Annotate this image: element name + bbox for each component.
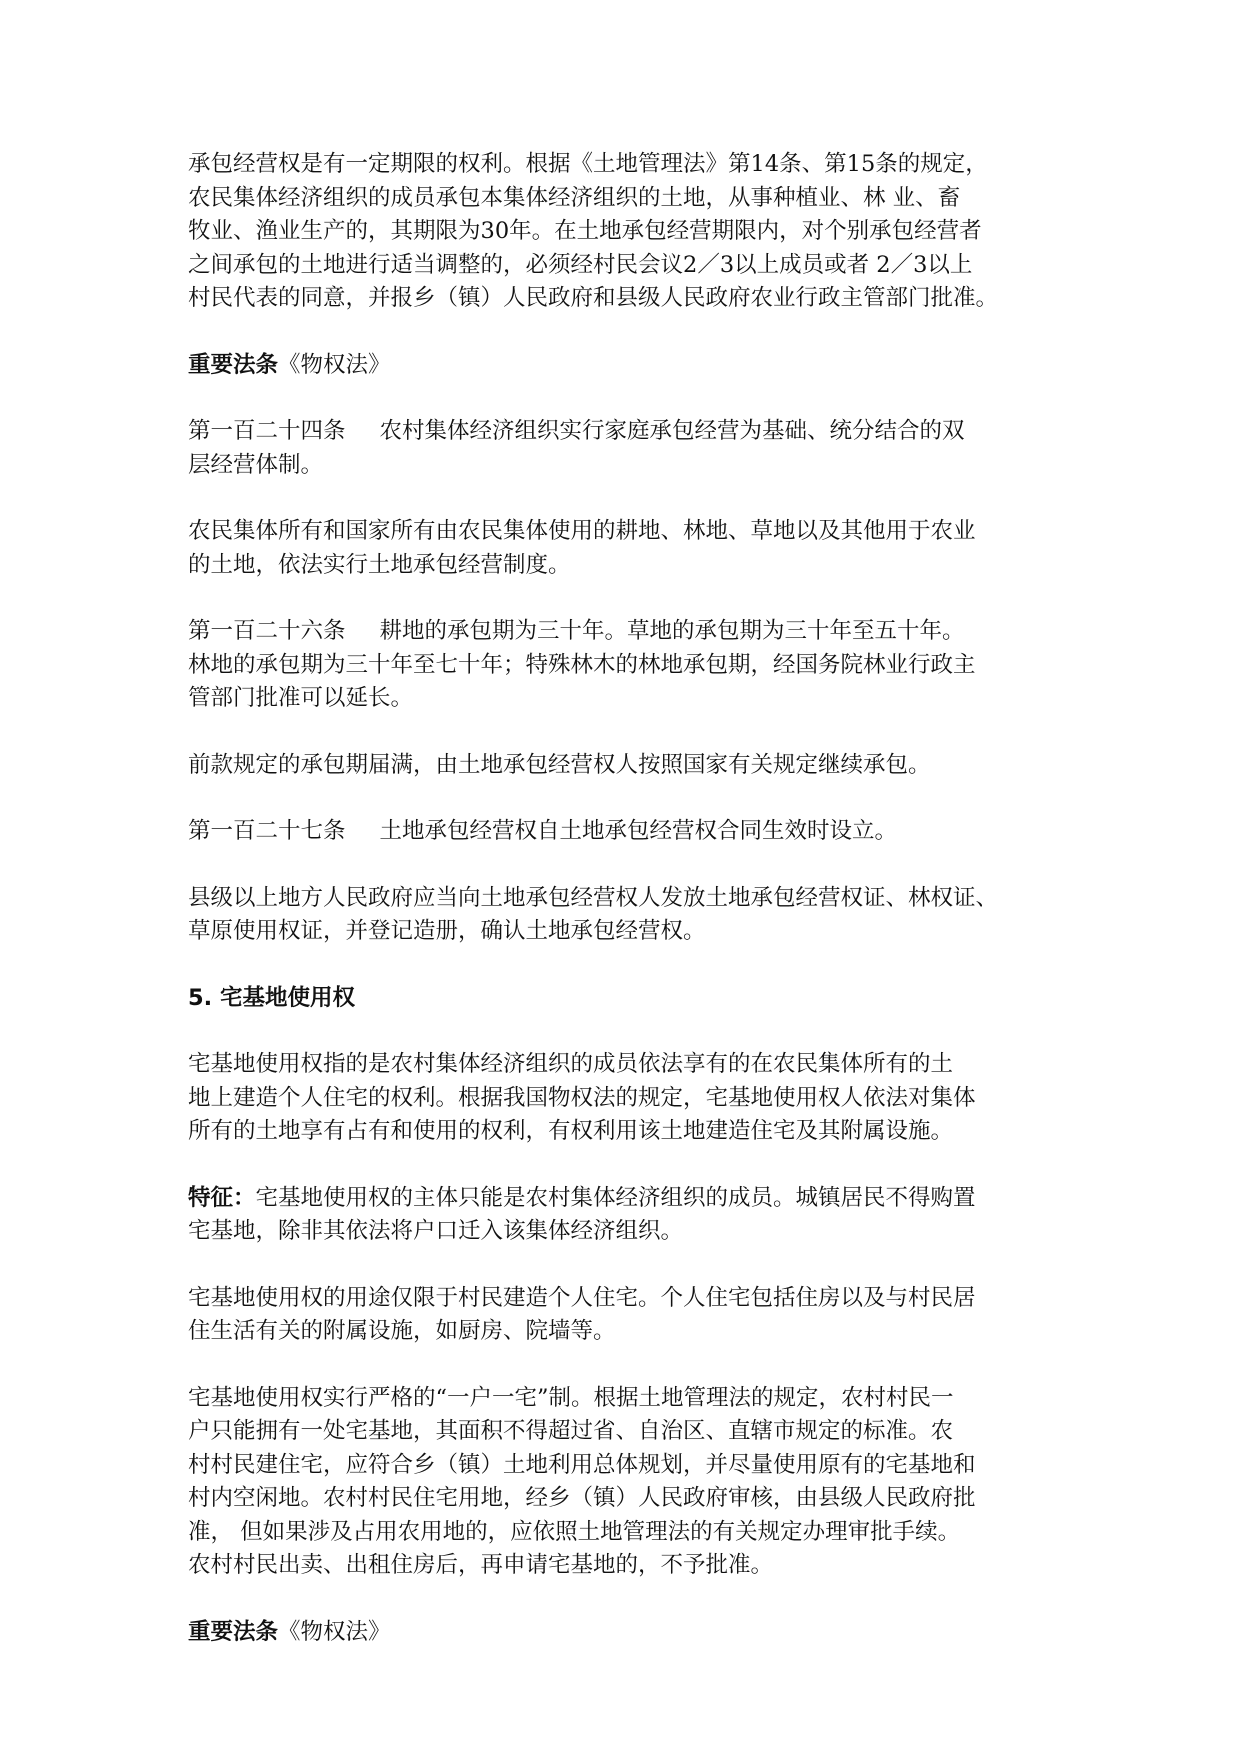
text-line: 前款规定的承包期届满，由土地承包经营权人按照国家有关规定继续承包。 bbox=[188, 751, 931, 778]
text-line: 村内空闲地。农村村民住宅用地，经乡（镇）人民政府审核，由县级人民政府批 bbox=[188, 1485, 976, 1511]
text-line: 村民代表的同意，并报乡（镇）人民政府和县级人民政府农业行政主管部门批准。 bbox=[188, 285, 999, 311]
article-number: 第一百二十七条 bbox=[188, 818, 346, 844]
paragraph-homestead-features bbox=[188, 1182, 1068, 1249]
text-line: 宅基地使用权指的是农村集体经济组织的成员依法享有的在农民集体所有的土 bbox=[188, 1051, 954, 1077]
text-line: 承包经营权是有一定期限的权利。根据《土地管理法》第14条、第15条的规定， bbox=[188, 151, 988, 177]
section-heading-homestead bbox=[188, 982, 1068, 1016]
text-line: 林地的承包期为三十年至七十年；特殊林木的林地承包期，经国务院林业行政主 bbox=[188, 651, 976, 678]
paragraph-article-127-clause-2 bbox=[188, 882, 1068, 949]
article-text: 农村集体经济组织实行家庭承包经营为基础、统分结合的双 bbox=[379, 418, 965, 444]
text-line: 村村民建住宅，应符合乡（镇）土地利用总体规划，并尽量使用原有的宅基地和 bbox=[188, 1451, 976, 1478]
article-number: 第一百二十四条 bbox=[188, 418, 346, 444]
article-124 bbox=[188, 415, 1068, 482]
section-heading-property-law bbox=[188, 349, 1068, 383]
text-line bbox=[188, 615, 1068, 649]
feature-label: 特征： bbox=[188, 1184, 256, 1211]
text-line: 宅基地使用权的用途仅限于村民建造个人住宅。个人住宅包括住房以及与村民居 bbox=[188, 1284, 976, 1311]
heading-law-name: 《物权法》 bbox=[278, 351, 391, 378]
text-line: 的土地，依法实行土地承包经营制度。 bbox=[188, 551, 571, 578]
article-text: 土地承包经营权自土地承包经营权合同生效时设立。 bbox=[379, 818, 898, 844]
paragraph-contract-term bbox=[188, 148, 1068, 316]
text-line: 地上建造个人住宅的权利。根据我国物权法的规定，宅基地使用权人依法对集体 bbox=[188, 1084, 976, 1111]
text-line bbox=[188, 1182, 1068, 1216]
section-title: 5. 宅基地使用权 bbox=[188, 984, 356, 1011]
text-line: 县级以上地方人民政府应当向土地承包经营权人发放土地承包经营权证、林权证、 bbox=[188, 884, 999, 911]
article-text: 耕地的承包期为三十年。草地的承包期为三十年至五十年。 bbox=[379, 618, 965, 644]
text-line bbox=[188, 815, 1068, 849]
text-line: 之间承包的土地进行适当调整的，必须经村民会议2／3以上成员或者 2／3以上 bbox=[188, 251, 973, 278]
paragraph-article-124-clause-2 bbox=[188, 515, 1068, 582]
document-page bbox=[188, 148, 1068, 1682]
paragraph-article-126-clause-2 bbox=[188, 749, 1068, 783]
heading-bold-label: 重要法条 bbox=[188, 351, 279, 378]
text-line: 农民集体经济组织的成员承包本集体经济组织的土地，从事种植业、林 业、畜 bbox=[188, 184, 961, 211]
article-126 bbox=[188, 615, 1068, 716]
text-line: 农村村民出卖、出租住房后，再申请宅基地的，不予批准。 bbox=[188, 1552, 774, 1578]
text-line: 层经营体制。 bbox=[188, 451, 324, 478]
heading-law-name: 《物权法》 bbox=[278, 1618, 391, 1645]
text-line: 宅基地使用权实行严格的“一户一宅”制。根据土地管理法的规定，农村村民一 bbox=[188, 1384, 954, 1411]
paragraph-one-household-one-plot bbox=[188, 1382, 1068, 1583]
text-line: 草原使用权证，并登记造册，确认土地承包经营权。 bbox=[188, 918, 706, 944]
feature-text: 宅基地使用权的主体只能是农村集体经济组织的成员。城镇居民不得购置 bbox=[255, 1184, 976, 1211]
text-line: 住生活有关的附属设施，如厨房、院墙等。 bbox=[188, 1318, 616, 1344]
text-line bbox=[188, 415, 1068, 449]
heading-bold-label: 重要法条 bbox=[188, 1618, 279, 1645]
paragraph-homestead-definition bbox=[188, 1048, 1068, 1149]
article-number: 第一百二十六条 bbox=[188, 618, 346, 644]
text-line: 农民集体所有和国家所有由农民集体使用的耕地、林地、草地以及其他用于农业 bbox=[188, 518, 976, 544]
article-127 bbox=[188, 815, 1068, 849]
text-line: 准， 但如果涉及占用农用地的，应依照土地管理法的有关规定办理审批手续。 bbox=[188, 1518, 961, 1545]
text-line: 牧业、渔业生产的，其期限为30年。在土地承包经营期限内，对个别承包经营者 bbox=[188, 218, 982, 244]
text-line: 所有的土地享有占有和使用的权利，有权利用该土地建造住宅及其附属设施。 bbox=[188, 1118, 954, 1144]
section-heading-property-law-2 bbox=[188, 1616, 1068, 1650]
paragraph-homestead-use bbox=[188, 1282, 1068, 1349]
text-line: 户只能拥有一处宅基地，其面积不得超过省、自治区、直辖市规定的标准。农 bbox=[188, 1418, 954, 1444]
text-line: 宅基地，除非其依法将户口迁入该集体经济组织。 bbox=[188, 1218, 684, 1244]
text-line: 管部门批准可以延长。 bbox=[188, 685, 414, 711]
